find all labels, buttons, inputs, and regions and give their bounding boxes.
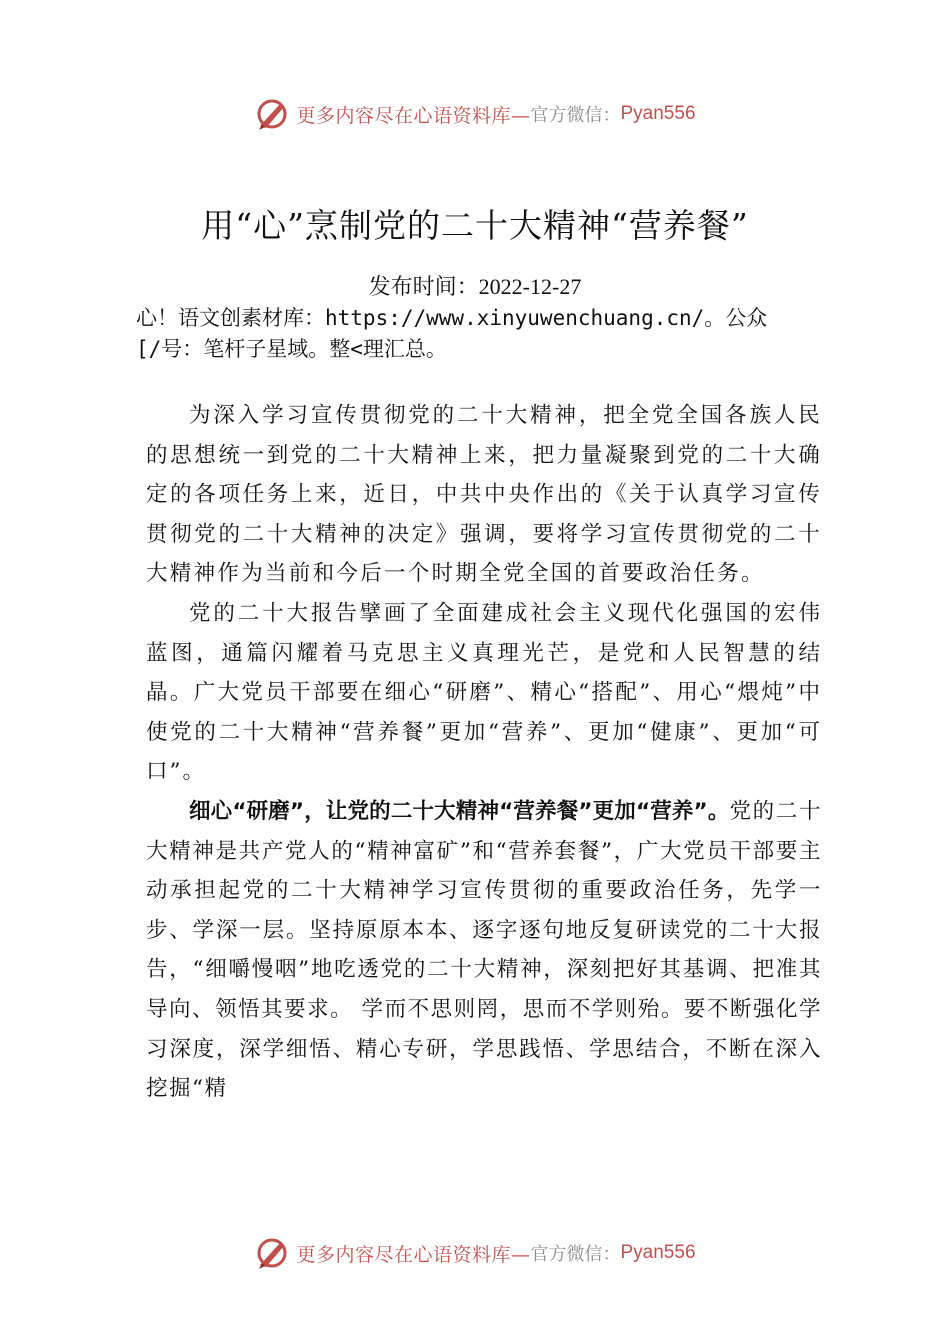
paragraph-3 (146, 792, 822, 1109)
header-wechat-label: 官方微信： (530, 105, 621, 126)
paragraph-2: 党的二十大报告擘画了全面建成社会主义现代化强国的宏伟蓝图，通篇闪耀着马克思主义真理光芒，是党和人民智慧的结晶。广大党员干部要在细心“研磨”、精心“搭配”、用心“煨炖”中使党的二十大精神“营养餐”更加“营养”、更加“健康”、更加“可口”。 (146, 600, 822, 785)
article-title: 用“心”烹制党的二十大精神“营养餐” (201, 206, 749, 245)
source-line-2: [/号：笔杆子星域。整<理汇总。 (136, 337, 447, 361)
paragraph-1: 为深入学习宣传贯彻党的二十大精神，把全党全国各族人民的思想统一到党的二十大精神上来，把力量凝聚到党的二十大确定的各项任务上来，近日，中共中央作出的《关于认真学习宣传贯彻党的二十大精神的决定》强调，要将学习宣传贯彻党的二十大精神作为当前和今后一个时期全党全国的首要政治任务。 (146, 403, 822, 587)
header-banner (0, 94, 950, 134)
header-banner-text: 更多内容尽在心语资料库— (296, 104, 531, 127)
article-body (146, 396, 822, 1109)
footer-banner (0, 1233, 950, 1273)
footer-banner-text: 更多内容尽在心语资料库— (296, 1243, 531, 1266)
source-line-1: 心！语文创素材库：https://www.xinyuwenchuang.cn/。公众 (136, 306, 768, 330)
footer-wechat-id: Pyan556 (620, 1242, 696, 1263)
paragraph-3-lead: 细心“研磨”，让党的二十大精神“营养餐”更加“营养”。 (189, 798, 730, 824)
pen-logo-icon (254, 96, 290, 132)
footer-wechat-label: 官方微信： (530, 1244, 621, 1265)
publish-date: 发布时间：2022-12-27 (368, 274, 582, 299)
pen-logo-icon (254, 1235, 290, 1271)
header-wechat-id: Pyan556 (620, 103, 696, 124)
paragraph-3-text: 党的二十大精神是共产党人的“精神富矿”和“营养套餐”，广大党员干部要主动承担起党的二十大精神学习宣传贯彻的重要政治任务，先学一步、学深一层。坚持原原本本、逐字逐句地反复研读党的二十大报告，“细嚼慢咽”地吃透党的二十大精神，深刻把好其基调、把准其导向、领悟其要求。 学而不思则罔，思而不学则殆。要不断强化学习深度，深学细悟、精心专研，学思践悟、学思结合，不断在深入挖掘“精 (146, 798, 822, 1102)
